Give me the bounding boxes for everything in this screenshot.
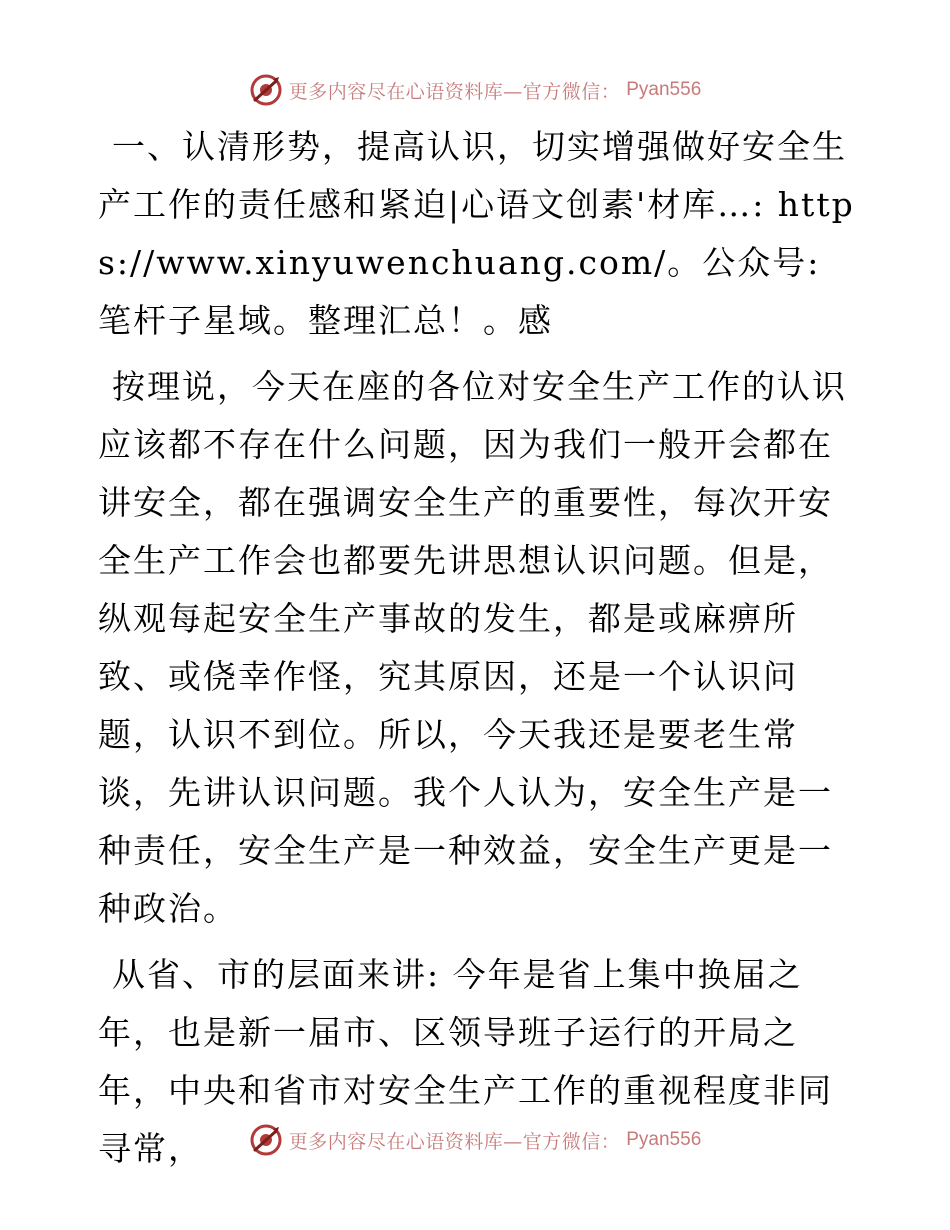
- paragraph-3: 从省、市的层面来讲: 今年是省上集中换届之年，也是新一届市、区领导班子运行的开局之年，中央和省市对安全生产工作的重视程度非同寻常，: [98, 955, 833, 1168]
- paragraph-1: 一、认清形势，提高认识，切实增强做好安全生产工作的责任感和紧迫|心语文创素'材库…: https://www.xinyuwenchuang.com/。公众号: 笔杆子星域。整理汇总！。感: [98, 127, 855, 340]
- header-banner: [0, 70, 950, 110]
- document-body: [98, 118, 858, 1186]
- brand-logo-icon: [249, 1123, 283, 1157]
- footer-banner: [0, 1120, 950, 1160]
- paragraph-2: 按理说，今天在座的各位对安全生产工作的认识应该都不存在什么问题，因为我们一般开会都在讲安全，都在强调安全生产的重要性，每次开安全生产工作会也都要先讲思想认识问题。但是，纵观每起安全生产事故的发生，都是或麻痹所致、或侥幸作怪，究其原因，还是一个认识问题，认识不到位。所以，今天我还是要老生常谈，先讲认识问题。我个人认为，安全生产是一种责任，安全生产是一种效益，安全生产更是一种政治。: [98, 367, 847, 928]
- brand-logo-icon: [249, 73, 283, 107]
- footer-wechat-id: Pyan556: [626, 1129, 702, 1150]
- footer-banner-text: 更多内容尽在心语资料库—官方微信：: [288, 1130, 621, 1153]
- header-wechat-id: Pyan556: [626, 79, 702, 100]
- header-banner-text: 更多内容尽在心语资料库—官方微信：: [288, 80, 621, 103]
